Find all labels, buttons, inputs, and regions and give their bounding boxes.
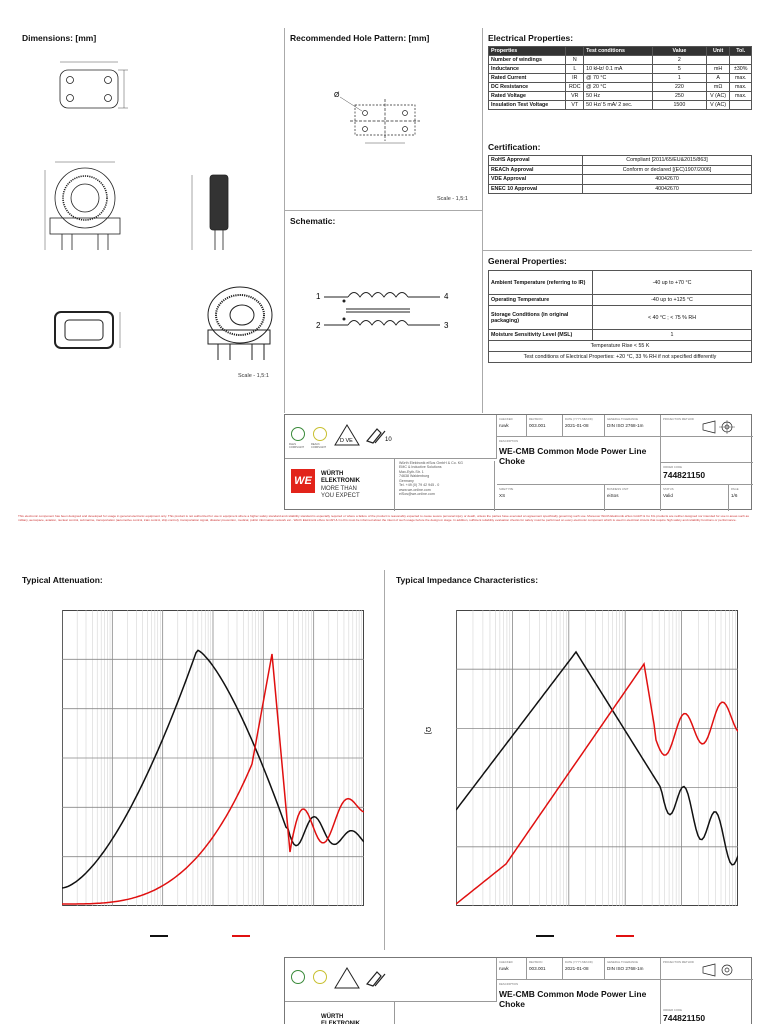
prop-condition: 50 Hz [584,92,653,101]
general-name: Ambient Temperature (referring to IR) [489,271,593,295]
cert-icons-area [285,415,497,459]
general-value: -40 up to +70 °C [593,271,752,295]
prop-symbol: IR [566,74,584,83]
certification-title: Certification: [488,142,541,152]
order-code-value: 744821150 [663,1013,706,1023]
description-label: DESCRIPTION [499,982,519,986]
revision-cell [527,415,563,437]
checked-cell [497,415,527,437]
prop-unit: mH [706,65,730,74]
checked-label: CHECKED [499,960,513,964]
revision-label: REVISION [529,960,543,964]
impedance-legend-black [536,935,554,937]
brand-name [321,471,360,484]
impedance-chart [456,610,738,906]
prop-tol: ±30% [730,65,752,74]
status-value: Valid [663,493,673,498]
brand-wurth: WÜRTH [321,471,344,477]
order-code-value: 744821150 [663,470,706,480]
prop-symbol: RDC [566,83,584,92]
checked-cell [497,958,527,980]
table-row [489,101,752,110]
prop-tol [730,101,752,110]
prop-value: 5 [653,65,707,74]
prop-name: DC Resistance [489,83,566,92]
prop-name: Inductance [489,65,566,74]
col-header-properties: Properties [489,47,566,56]
schematic-title: Schematic: [290,216,336,226]
prop-symbol: N [566,56,584,65]
tolerance-label: GENERAL TOLERANCE [607,417,639,421]
business-label: BUSINESS UNIT [607,487,629,491]
prop-unit: A [706,74,730,83]
general-properties-table [488,270,752,363]
general-title: General Properties: [488,256,567,266]
vde-text: D VE [340,438,353,444]
reach-icon [313,427,327,441]
impedance-axis-unit: Ω] [424,726,432,735]
revision-value: 003.001 [529,423,546,428]
certification-table [488,155,752,194]
vde-icon [333,966,361,992]
size-value: XS [499,493,506,498]
description-label: DESCRIPTION [499,439,519,443]
col-header-unit: Unit [706,47,730,56]
attenuation-legend-black [150,935,168,937]
prop-condition: @ 20 °C [584,83,653,92]
order-label: ORDER CODE [663,1008,682,1012]
description-cell [497,437,661,485]
prop-symbol: L [566,65,584,74]
reach-text: REACh COMPLIANT [311,443,327,450]
prop-tol: max. [730,92,752,101]
table-row [489,165,752,175]
impedance-legend-red [616,935,634,937]
divider [482,28,483,413]
date-label: DATE (YYYY-MM-DD) [565,960,593,964]
table-row [489,306,752,330]
projection-icon [701,962,737,978]
enec-text: 10 [385,437,392,443]
phi-label: Ø [334,92,340,99]
page-label: PAGE [731,487,739,491]
cert-value: 40042670 [583,175,752,185]
enec-icon [363,968,393,990]
tolerance-label: GENERAL TOLERANCE [607,960,639,964]
col-header-test-conditions: Test conditions [584,47,653,56]
table-row [489,65,752,74]
table-row [489,295,752,306]
description-cell [497,980,661,1024]
cert-value: 40042670 [583,184,752,194]
checked-label: CHECKED [499,417,513,421]
order-blank-cell [661,437,753,463]
date-cell [563,958,605,980]
pin-4-label: 4 [444,292,449,301]
prop-value: 250 [653,92,707,101]
dimensions-scale: Scale - 1,5:1 [238,373,269,379]
cert-name: ENEC 10 Approval [489,184,583,194]
date-value: 2021-01-08 [565,966,589,971]
reach-icon [313,970,327,984]
projection-cell [661,415,753,437]
prop-unit: V (AC) [706,101,730,110]
prop-value: 220 [653,83,707,92]
divider [384,570,385,950]
rohs-icon [291,970,305,984]
page-cell [729,485,753,511]
col-header-tol: Tol. [730,47,752,56]
table-row [489,184,752,194]
prop-value: 1 [653,74,707,83]
projection-icon [701,419,737,435]
dimension-drawings [20,50,280,370]
projection-label: PROJECTION METHOD [663,960,694,964]
electrical-title: Electrical Properties: [488,33,574,43]
cert-name: RoHS Approval [489,156,583,166]
tolerance-value: DIN ISO 2768-1m [607,423,644,428]
prop-name: Insulation Test Voltage [489,101,566,110]
projection-label: PROJECTION METHOD [663,417,694,421]
size-cell [497,485,605,511]
table-row [489,92,752,101]
table-row [489,352,752,363]
divider [482,250,752,251]
general-name: Operating Temperature [489,295,593,306]
title-block [284,414,752,510]
size-label: SIZE/TYPE [499,487,514,491]
business-cell [605,485,661,511]
disclaimer: This electronic component has been designed and developed for usage in general electronic equipment only. This product is not authorized for use in equipment where a higher safety standard and reliability standard is especially required or where a failure of the product is reasonably expected to cause severe personal injury or death, unless the parties have executed an agreement specifically governing such use. Moreover Würth Elektronik eiSos GmbH & Co KG products are neither designed nor intended for use in areas such as military, aerospace, aviation, nuclear control, submarine, transportation (automotive control, train control, ship control), transportation signal, disaster prevention, medical, public information network etc.. Würth Elektronik eiSos GmbH & Co KG must be informed about the intent of such usage before the design-in stage. In addition, sufficient reliability evaluation checks for safety must be performed on every electronic component which is used in electrical circuits that require high safety and reliability functions or performance. [18,514,749,523]
title-block-page2 [284,957,752,1024]
prop-name: Number of windings [489,56,566,65]
prop-tol: max. [730,83,752,92]
prop-condition [584,56,653,65]
description-value: WE-CMB Common Mode Power Line Choke [499,989,647,1010]
date-value: 2021-01-08 [565,423,589,428]
general-note-test-conditions: Test conditions of Electrical Properties: +20 °C, 33 % RH if not specified differently [489,352,752,363]
vde-icon [333,423,361,449]
checked-value: ruwk [499,966,509,971]
hole-pattern-title: Recommended Hole Pattern: [mm] [290,33,430,43]
prop-condition: @ 70 °C [584,74,653,83]
table-row [489,175,752,185]
divider [284,210,482,211]
projection-cell [661,958,753,980]
attenuation-legend-red [232,935,250,937]
enec-icon [363,425,393,447]
date-label: DATE (YYYY-MM-DD) [565,417,593,421]
cert-icons-area [285,958,497,1002]
cert-value: Compliant [2011/65/EU&2015/863] [583,156,752,166]
prop-name: Rated Voltage [489,92,566,101]
divider [284,28,285,413]
logo-area [285,459,395,511]
revision-label: REVISION [529,417,543,421]
prop-unit: V (AC) [706,92,730,101]
electrical-properties-table [488,46,752,110]
description-value: WE-CMB Common Mode Power Line Choke [499,446,647,467]
col-header-value: Value [653,47,707,56]
checked-value: ruwk [499,423,509,428]
attenuation-title: Typical Attenuation: [22,575,103,585]
slogan-line2: YOU EXPECT [321,492,360,499]
prop-unit [706,56,730,65]
cert-value: Conform or declared [(EC)1907/2006] [583,165,752,175]
company-address: Würth Elektronik eiSos GmbH & Co. KG EMC & Inductive Solutions Max-Eyth-Str. 1 74638 Waldenburg Germany Tel. +49 (0) 79 42 945 - 0 www.we-online.com eiSos@we-online.com [399,461,495,511]
pin-1-label: 1 [316,292,321,301]
rohs-text: RoHS COMPLIANT [289,443,305,450]
prop-condition: 10 kHz/ 0.1 mA [584,65,653,74]
pin-3-label: 3 [444,321,449,330]
schematic-drawing [310,285,460,335]
brand-elektronik: ELEKTRONIK [321,477,360,484]
general-value: -40 up to +125 °C [593,295,752,306]
tolerance-value: DIN ISO 2768-1m [607,966,644,971]
general-value: < 40 °C ; < 75 % RH [593,306,752,330]
prop-symbol: VR [566,92,584,101]
hole-pattern-drawing [330,85,440,155]
prop-unit: mΩ [706,83,730,92]
prop-symbol: VT [566,101,584,110]
brand-wurth: WÜRTH [321,1014,344,1020]
general-name: Storage Conditions (in original packaging) [489,306,593,330]
attenuation-chart [62,610,364,906]
brand-elektronik: ELEKTRONIK [321,1020,360,1024]
slogan [321,486,360,499]
business-value: eiSos [607,493,619,498]
table-row [489,271,752,295]
table-row [489,156,752,166]
date-cell [563,415,605,437]
brand-name [321,1014,360,1024]
rohs-icon [291,427,305,441]
prop-tol: max. [730,74,752,83]
table-header-row [489,47,752,56]
col-header-symbol [566,47,584,56]
general-note-temp-rise: Temperature Rise < 55 K [489,341,752,352]
impedance-frame [457,611,738,906]
prop-value: 2 [653,56,707,65]
prop-tol [730,56,752,65]
prop-name: Rated Current [489,74,566,83]
tolerance-cell [605,958,661,980]
table-row [489,74,752,83]
status-label: STATUS [663,487,674,491]
page-value: 1/6 [731,493,738,498]
we-logo: WE [291,469,315,493]
table-row [489,83,752,92]
general-name: Moisture Sensitivity Level (MSL) [489,330,593,341]
hole-scale: Scale - 1,5:1 [437,196,468,202]
cert-name: REACh Approval [489,165,583,175]
table-row [489,341,752,352]
general-value: 1 [593,330,752,341]
slogan-line1: MORE THAN [321,486,357,492]
tolerance-cell [605,415,661,437]
status-cell [661,485,729,511]
impedance-title: Typical Impedance Characteristics: [396,575,539,585]
revision-value: 003.001 [529,966,546,971]
dimensions-title: Dimensions: [mm] [22,33,97,43]
order-code-cell [661,463,753,485]
prop-value: 1500 [653,101,707,110]
pin-2-label: 2 [316,321,321,330]
logo-area [285,1002,395,1024]
order-label: ORDER CODE [663,465,682,469]
revision-cell [527,958,563,980]
table-row [489,330,752,341]
prop-condition: 50 Hz/ 5 mA/ 2 sec. [584,101,653,110]
order-code-cell [661,1006,753,1024]
table-row [489,56,752,65]
cert-name: VDE Approval [489,175,583,185]
